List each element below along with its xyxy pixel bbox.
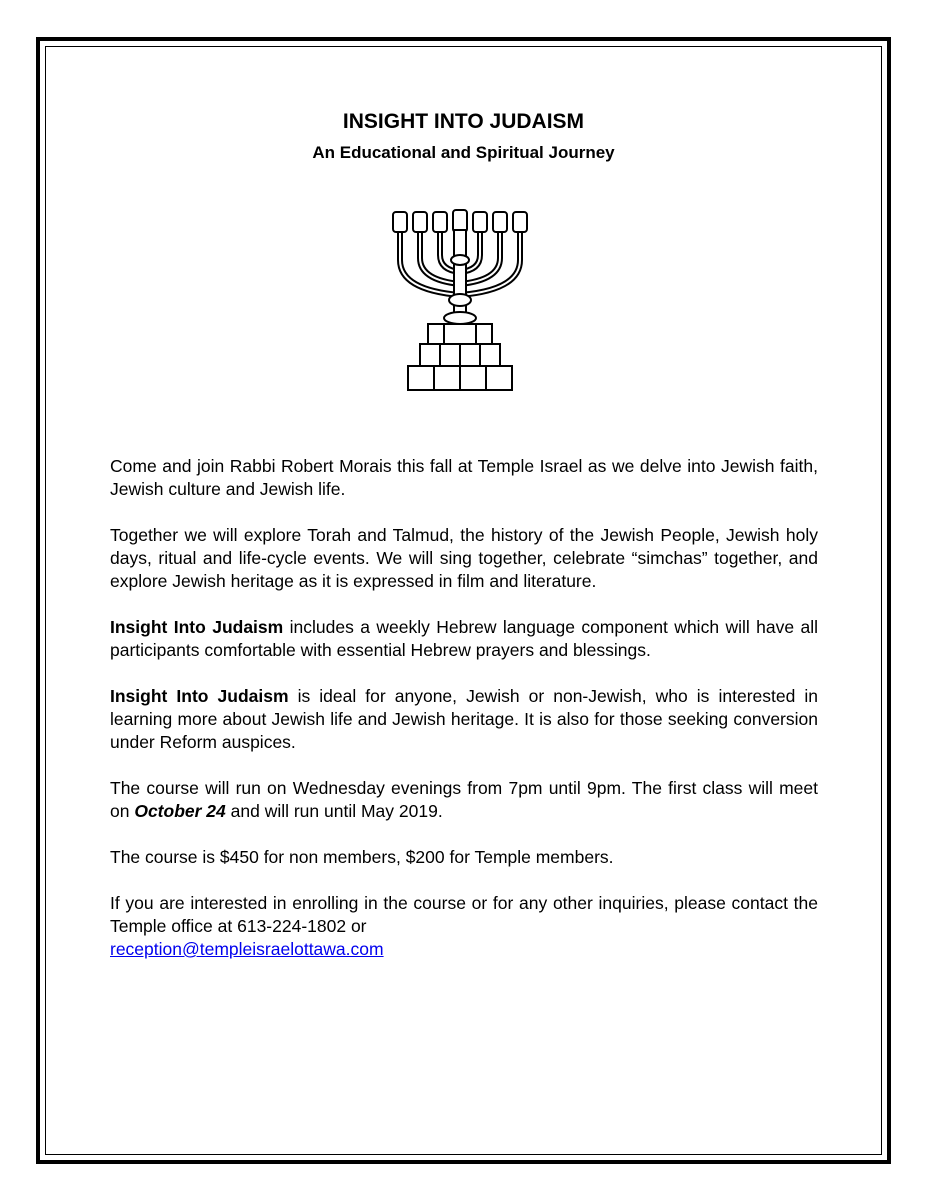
body-text (110, 455, 818, 961)
paragraph-hebrew: Insight Into Judaism includes a weekly Hebrew language component which will have all participants comfortable with essential Hebrew prayers and blessings. (110, 617, 818, 660)
page-subtitle: An Educational and Spiritual Journey (312, 143, 615, 162)
paragraph-intro: Come and join Rabbi Robert Morais this fall at Temple Israel as we delve into Jewish faith, Jewish culture and Jewish life. (110, 456, 818, 499)
paragraph-schedule: The course will run on Wednesday evenings from 7pm until 9pm. The first class will meet on October 24 and will run until May 2019. (110, 778, 818, 821)
start-date: October 24 (134, 801, 226, 821)
paragraph-audience: Insight Into Judaism is ideal for anyone, Jewish or non-Jewish, who is interested in learning more about Jewish life and Jewish heritage. It is also for those seeking conversion under Reform auspices. (110, 686, 819, 752)
course-name: Insight Into Judaism (110, 617, 284, 637)
page-title: INSIGHT INTO JUDAISM (342, 110, 585, 133)
course-name: Insight Into Judaism (110, 686, 289, 706)
paragraph-explore: Together we will explore Torah and Talmud, the history of the Jewish People, Jewish holy days, ritual and life-cycle events. We will sing together, celebrate “simchas” together, and explore Jewish heritage as it is expressed in film and literature. (110, 525, 818, 591)
paragraph-price: The course is $450 for non members, $200 for Temple members. (110, 847, 614, 867)
paragraph-contact: If you are interested in enrolling in the course or for any other inquiries, please contact the Temple office at 613-224-1802 or reception@templeisraelottawa.com (110, 893, 818, 959)
email-link[interactable]: reception@templeisraelottawa.com (110, 939, 384, 959)
menorah-icon (380, 200, 540, 405)
